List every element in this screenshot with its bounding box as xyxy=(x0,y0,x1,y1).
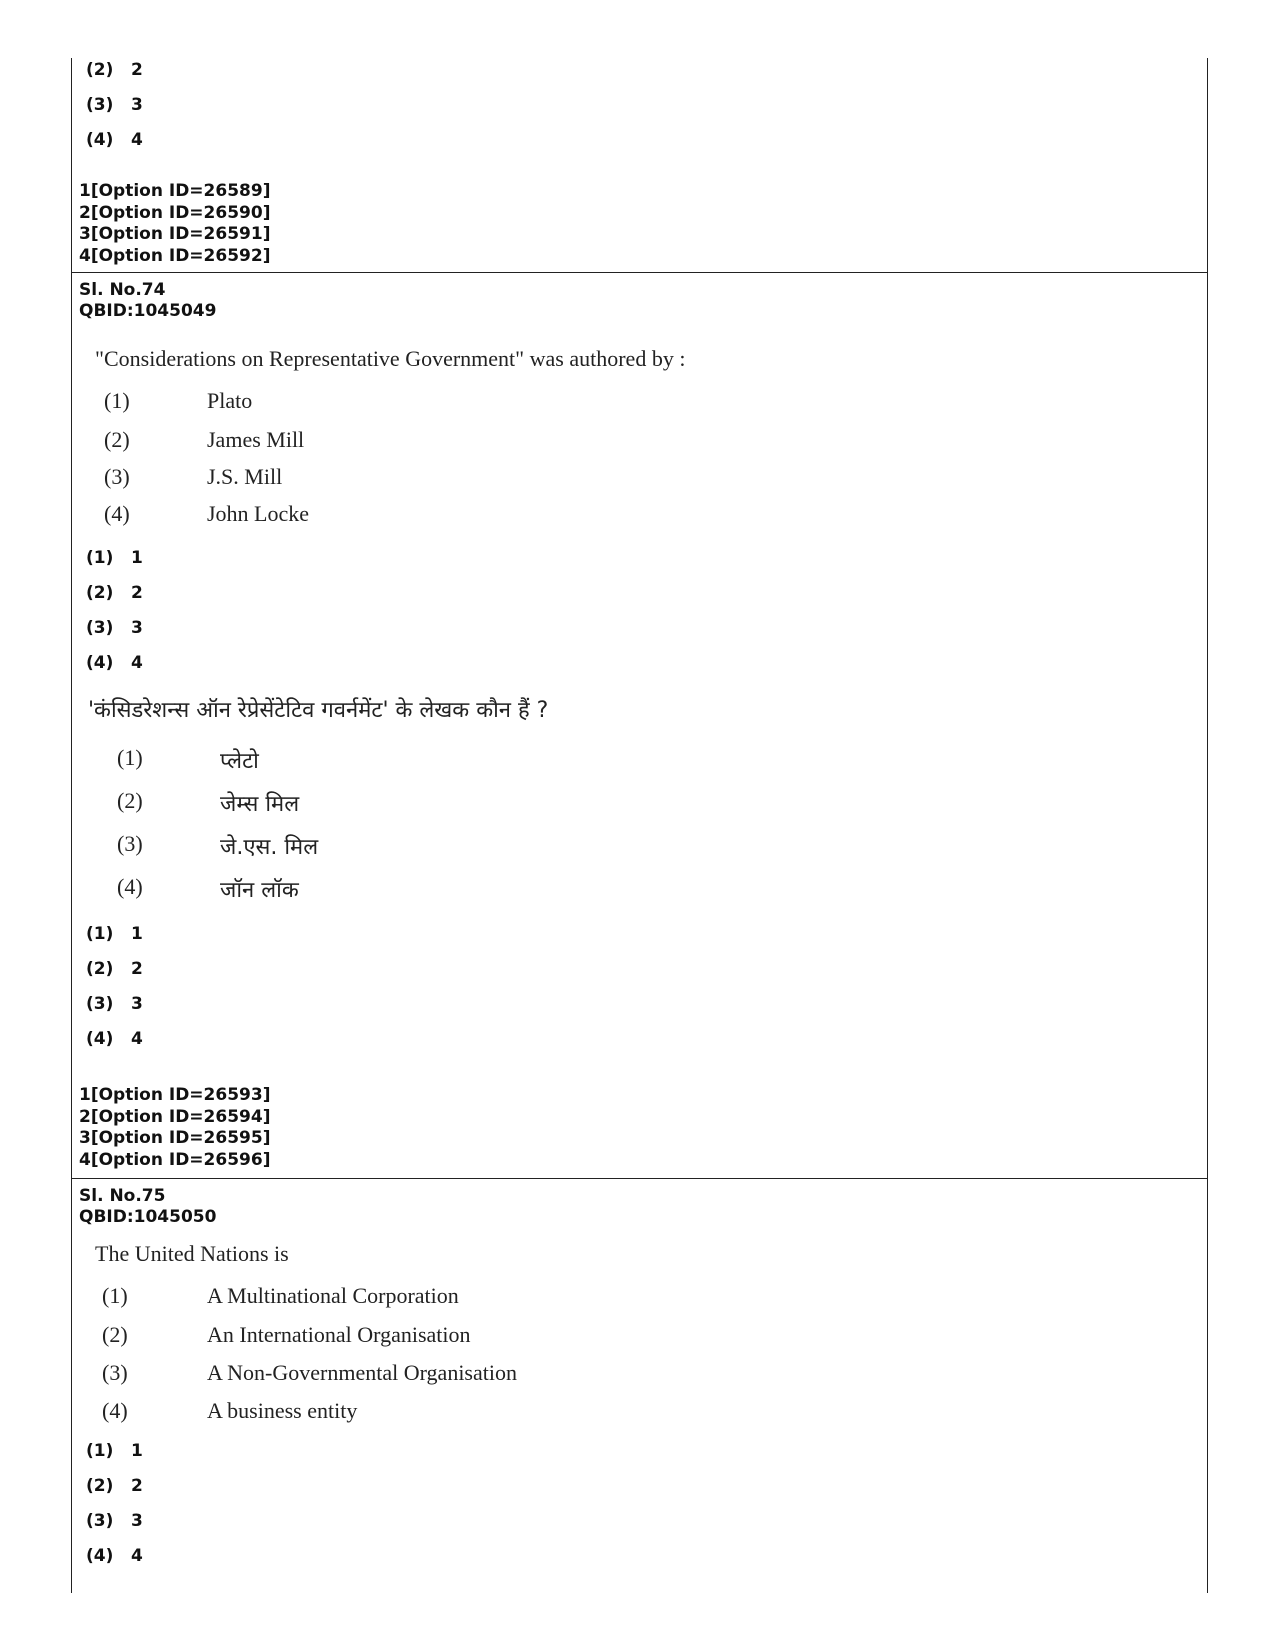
option-id: 3[Option ID=26591] xyxy=(79,224,271,244)
answer-row: (1) 1 xyxy=(86,1441,143,1461)
answer-row: (1) 1 xyxy=(86,924,143,944)
answer-row: (2) 2 xyxy=(86,959,143,979)
choice-number: (2) xyxy=(102,1322,128,1347)
choice-number: (1) xyxy=(117,745,143,770)
choice-text: An International Organisation xyxy=(207,1322,471,1347)
choice-text: J.S. Mill xyxy=(207,464,283,489)
choice-number: (1) xyxy=(102,1283,128,1308)
qbid: QBID:1045050 xyxy=(79,1207,217,1227)
choice-text: John Locke xyxy=(207,501,310,526)
option-id: 4[Option ID=26592] xyxy=(79,245,271,266)
answer-row: (3) 3 xyxy=(86,1511,143,1531)
serial-number: Sl. No.74 xyxy=(79,280,166,300)
choice-text: प्लेटो xyxy=(220,749,259,774)
choice-text: James Mill xyxy=(207,427,305,452)
answer-row: (4) 4 xyxy=(86,130,143,150)
choice-text: A Multinational Corporation xyxy=(207,1283,459,1308)
option-id: 2[Option ID=26590] xyxy=(79,202,271,223)
choice-number: (4) xyxy=(104,501,130,526)
choice-number: (4) xyxy=(117,874,143,899)
question-text-en: The United Nations is xyxy=(95,1241,289,1266)
answer-row: (1) 1 xyxy=(86,548,143,568)
answer-row: (4) 4 xyxy=(86,1546,143,1566)
answer-row: (4) 4 xyxy=(86,1029,143,1049)
option-id: 4[Option ID=26596] xyxy=(79,1149,271,1170)
choice-text: जॉन लॉक xyxy=(220,878,299,903)
choice-text: Plato xyxy=(207,388,253,413)
option-id-list xyxy=(79,181,270,267)
qbid: QBID:1045049 xyxy=(79,301,217,321)
divider-q75 xyxy=(71,1178,1208,1179)
question-header xyxy=(79,280,216,322)
serial-number: Sl. No.75 xyxy=(79,1186,166,1206)
answer-row: (3) 3 xyxy=(86,95,143,115)
choice-number: (2) xyxy=(117,788,143,813)
choice-number: (2) xyxy=(104,427,130,452)
choice-text: जे.एस. मिल xyxy=(220,835,319,860)
choice-number: (3) xyxy=(104,464,130,489)
choice-text: जेम्स मिल xyxy=(220,792,300,817)
option-id-list xyxy=(79,1085,270,1171)
answer-row: (2) 2 xyxy=(86,1476,143,1496)
divider-q74 xyxy=(71,272,1208,273)
question-text-en: "Considerations on Representative Government" was authored by : xyxy=(95,346,686,371)
choice-number: (3) xyxy=(102,1360,128,1385)
choice-number: (4) xyxy=(102,1398,128,1423)
choice-text: A business entity xyxy=(207,1398,358,1423)
answer-row: (4) 4 xyxy=(86,653,143,673)
question-header xyxy=(79,1186,216,1228)
answer-row: (2) 2 xyxy=(86,60,143,80)
choice-number: (3) xyxy=(117,831,143,856)
choice-text: A Non-Governmental Organisation xyxy=(207,1360,517,1385)
option-id: 2[Option ID=26594] xyxy=(79,1106,271,1127)
choice-number: (1) xyxy=(104,388,130,413)
option-id: 1[Option ID=26589] xyxy=(79,181,271,201)
answer-row: (2) 2 xyxy=(86,583,143,603)
question-text-hi: 'कंसिडरेशन्स ऑन रेप्रेसेंटेटिव गवर्नमेंट' के लेखक कौन हैं ? xyxy=(88,698,549,723)
option-id: 1[Option ID=26593] xyxy=(79,1085,271,1105)
answer-row: (3) 3 xyxy=(86,994,143,1014)
answer-row: (3) 3 xyxy=(86,618,143,638)
option-id: 3[Option ID=26595] xyxy=(79,1128,271,1148)
